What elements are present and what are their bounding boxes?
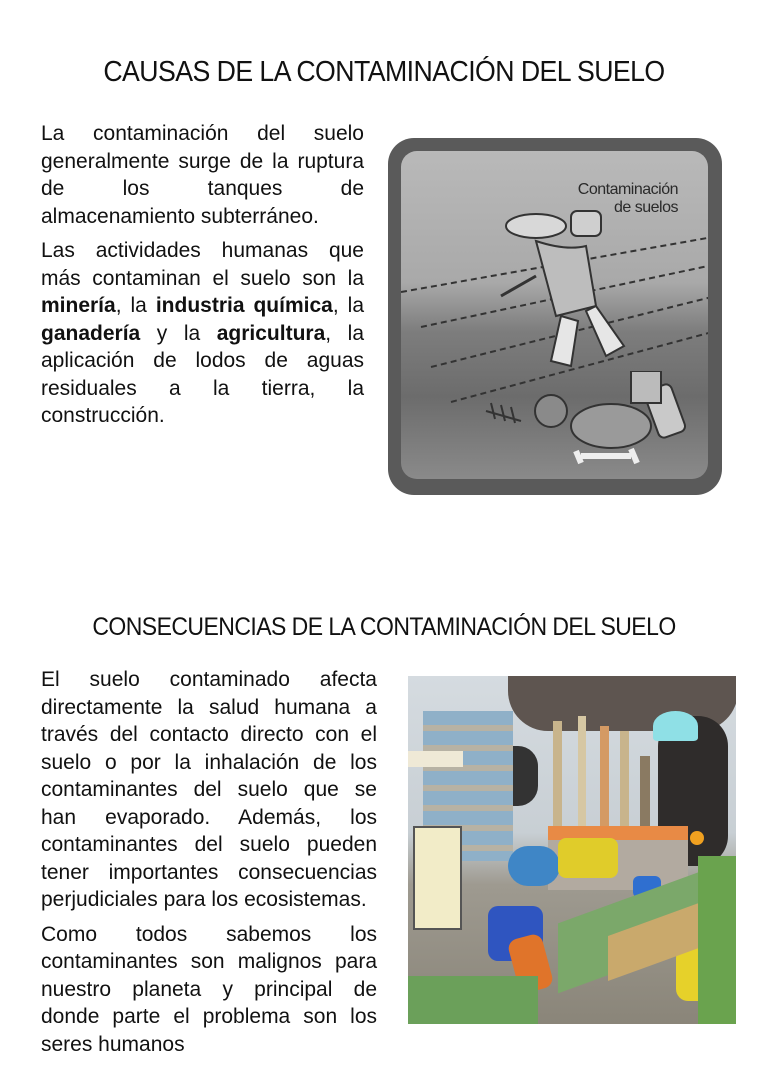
chimney bbox=[600, 726, 609, 831]
caption-line-2: de suelos bbox=[614, 199, 678, 216]
causas-text-block bbox=[41, 120, 364, 437]
consecuencias-paragraph-2: Como todos sabemos los contaminantes son malignos para nuestro planeta y principal de donde parte el problema son los seres humanos bbox=[41, 922, 377, 1056]
text-run: y la bbox=[140, 321, 217, 345]
consecuencias-paragraph-1: El suelo contaminado afecta directamente la salud humana a través del contacto directo con el suelo o por la inhalación de los contaminantes del suelo que se han evaporado. Además, los contaminantes del suelo pueden tener importantes consecuencias perjudiciales para los ecosistemas. bbox=[41, 668, 377, 911]
fire bbox=[690, 831, 704, 845]
fuel-pump bbox=[413, 826, 462, 930]
chimney bbox=[578, 716, 586, 831]
section-title-consecuencias: CONSECUENCIAS DE LA CONTAMINACIÓN DEL SUELO bbox=[92, 613, 676, 641]
causas-paragraph-1: La contaminación del suelo generalmente surge de la ruptura de los tanques de almacenamiento subterráneo. bbox=[41, 122, 364, 228]
bold-term-mineria: minería bbox=[41, 294, 116, 317]
bold-term-ganaderia: ganadería bbox=[41, 321, 141, 345]
text-run: , la bbox=[332, 294, 364, 317]
chimney bbox=[640, 756, 650, 831]
caption-line-1: Contaminación bbox=[577, 181, 678, 198]
text-run: , la aplicación de lodos de aguas residuales a la tierra, la construcción. bbox=[41, 321, 364, 427]
blue-barrel bbox=[508, 846, 560, 886]
text-run: Las actividades humanas que más contaminan el suelo son la bbox=[41, 239, 364, 290]
trash-debris-icon bbox=[481, 371, 708, 479]
bold-term-industria-quimica: industria química bbox=[155, 294, 333, 317]
gas-station-roof bbox=[408, 751, 463, 767]
soil-contamination-cartoon-image bbox=[388, 138, 722, 495]
green-vehicle bbox=[698, 856, 736, 1024]
yellow-tank bbox=[558, 838, 618, 878]
cartoon-illustration bbox=[401, 151, 708, 479]
farmer-figure-icon bbox=[496, 196, 636, 396]
causas-paragraph-2 bbox=[41, 237, 364, 430]
industrial-pollution-illustration bbox=[408, 676, 736, 1024]
cyan-fish-skeleton bbox=[653, 711, 698, 741]
bold-term-agricultura: agricultura bbox=[216, 321, 326, 345]
chimney bbox=[553, 721, 562, 831]
consecuencias-text-block bbox=[41, 666, 377, 1065]
grass-foreground bbox=[408, 976, 538, 1024]
section-title-causas: CAUSAS DE LA CONTAMINACIÓN DEL SUELO bbox=[103, 56, 665, 88]
text-run: , la bbox=[115, 294, 156, 317]
chimney bbox=[620, 731, 629, 831]
